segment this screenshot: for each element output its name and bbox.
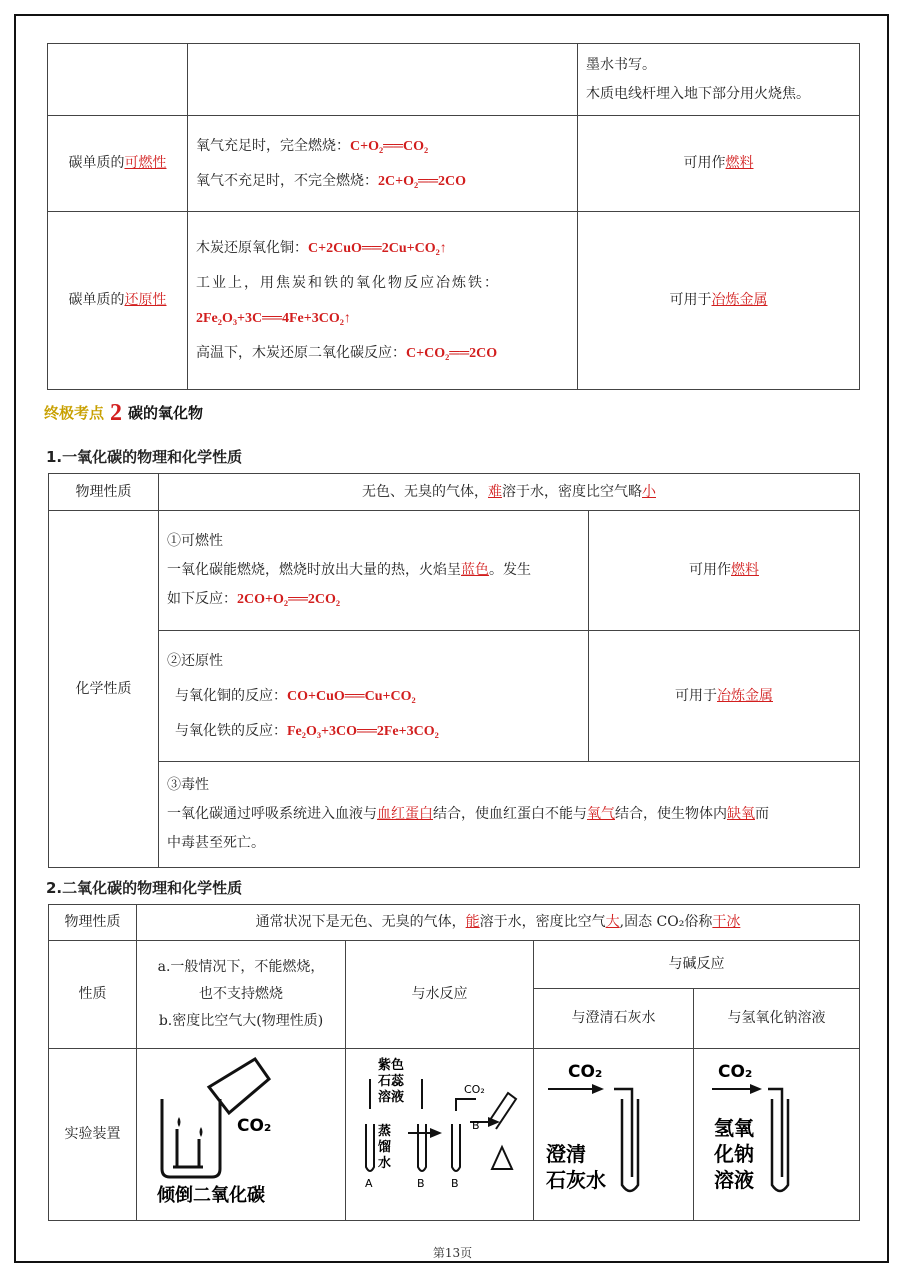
co-heading: 1.一氧化碳的物理和化学性质 [46,448,243,466]
svg-text:紫色: 紫色 [378,1058,405,1073]
naoh-figure [694,1049,860,1221]
pour-co2-figure [137,1049,346,1221]
svg-text:化钠: 化钠 [714,1142,754,1166]
flame-icon [178,1117,181,1127]
svg-text:B: B [472,1119,480,1132]
test-tube-b [418,1124,426,1171]
svg-text:B: B [451,1177,459,1190]
svg-text:澄清: 澄清 [546,1142,586,1166]
property-label: 碳单质的还原性 [48,212,188,390]
use-cell: 可用作燃料 [578,116,860,212]
test-tube [622,1099,638,1191]
svg-text:溶液: 溶液 [378,1090,405,1105]
svg-text:CO₂: CO₂ [718,1062,753,1082]
equations-cell: 木炭还原氧化铜：C+2CuO══2Cu+CO₂↑ 工业上，用焦炭和铁的氧化物反应冶炼铁： 2Fe₂O₃+3C══4Fe+3CO₂↑ 高温下，木炭还原二氧化碳反应：C+CO₂══2CO [188,212,578,390]
uses-cell: 墨水书写。 木质电线杆埋入地下部分用火烧焦。 [578,44,860,116]
gas-bottle [209,1059,269,1113]
svg-text:溶液: 溶液 [714,1168,754,1192]
svg-text:CO₂: CO₂ [568,1062,603,1082]
property-label: 碳单质的可燃性 [48,116,188,212]
co2-heading: 2.二氧化碳的物理和化学性质 [46,879,243,897]
arrow-icon [592,1084,604,1094]
test-tube-a [366,1124,374,1171]
section-heading: 终极考点 2 碳的氧化物 [44,400,204,426]
svg-text:蒸: 蒸 [378,1124,392,1139]
svg-text:A: A [365,1177,373,1190]
beaker [162,1099,220,1177]
limewater-figure [534,1049,694,1221]
co2-table: 物理性质 通常状况下是无色、无臭的气体，能溶于水，密度比空气大,固态 CO₂俗称干冰 性质 a.一般情况下，不能燃烧， 也不支持燃烧 b.密度比空气大(物理性质) 与水反应 与碱反应 与澄清石灰水 与氢氧化钠溶液 实验装置 CO₂ 倾倒二氧化碳 紫色 石蕊 溶液 蒸 馏 水 CO₂ A B B B CO₂ 澄清 石灰水 CO₂ 氢氧 化钠 溶液 [48,904,860,1221]
equations-cell: 氧气充足时，完全燃烧：C+O₂══CO₂ 氧气不充足时，不完全燃烧：2C+O₂══2CO [188,116,578,212]
carbon-properties-table [47,43,860,390]
svg-text:CO₂: CO₂ [464,1083,485,1096]
use-cell: 可用于冶炼金属 [578,212,860,390]
arrow-icon [750,1084,762,1094]
test-tube-b2 [452,1124,460,1171]
svg-text:氢氧: 氢氧 [714,1116,754,1140]
svg-text:馏: 馏 [378,1140,392,1155]
co-table: 物理性质 无色、无臭的气体，难溶于水，密度比空气略小 化学性质 ①可燃性 一氧化碳能燃烧，燃烧时放出大量的热，火焰呈蓝色。发生 如下反应：2CO+O₂══2CO₂ 可用作燃料 ②还原性 与氧化铜的反应：CO+CuO══Cu+CO₂ 与氧化铁的反应：Fe₂O₃+3CO══2Fe+3CO₂ 可用于冶炼金属 ③毒性 一氧化碳通过呼吸系统进入血液与血红蛋白结合，使血红蛋白不能与氧气结合，使生物体内缺氧而 中毒甚至死亡。 [48,473,860,868]
delivery-tube [768,1089,782,1177]
svg-text:水: 水 [378,1156,392,1171]
svg-text:B: B [417,1177,425,1190]
alcohol-lamp [492,1147,512,1169]
svg-text:CO₂: CO₂ [237,1116,272,1136]
test-tube [772,1099,788,1191]
svg-text:石蕊: 石蕊 [378,1074,405,1089]
water-reaction-figure [346,1049,534,1221]
flame-icon [200,1127,203,1137]
svg-text:石灰水: 石灰水 [546,1168,606,1192]
svg-text:倾倒二氧化碳: 倾倒二氧化碳 [157,1185,265,1206]
page-number: 第13页 [432,1246,473,1260]
